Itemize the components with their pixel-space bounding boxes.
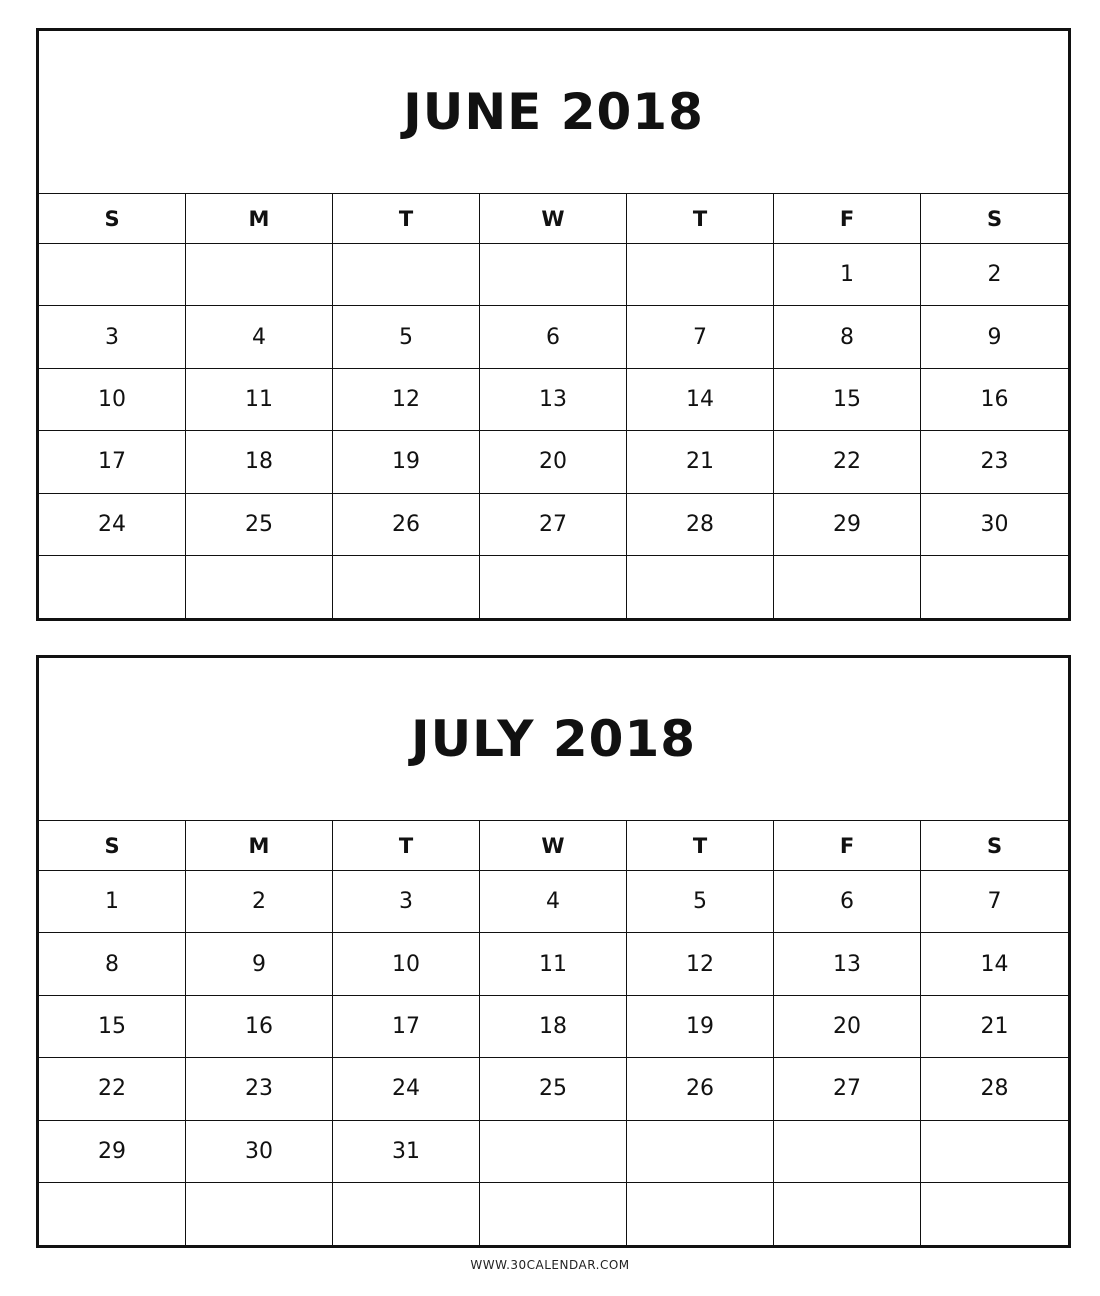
- day-cell: 15: [39, 996, 186, 1058]
- day-cell: 1: [774, 244, 921, 306]
- day-cell: 20: [480, 431, 627, 493]
- day-cell: 7: [627, 306, 774, 368]
- day-cell: 2: [921, 244, 1068, 306]
- day-cell: [774, 556, 921, 618]
- day-cell: 17: [333, 996, 480, 1058]
- day-cell: [39, 244, 186, 306]
- day-cell: 26: [627, 1058, 774, 1120]
- day-cell: 12: [627, 933, 774, 995]
- day-cell: 16: [186, 996, 333, 1058]
- day-cell: 26: [333, 494, 480, 556]
- day-cell: [480, 556, 627, 618]
- day-cell: 24: [39, 494, 186, 556]
- day-cell: 2: [186, 871, 333, 933]
- day-cell: 4: [186, 306, 333, 368]
- day-cell: [480, 1183, 627, 1245]
- day-cell: 19: [333, 431, 480, 493]
- day-cell: 17: [39, 431, 186, 493]
- day-cell: [921, 1183, 1068, 1245]
- day-cell: 27: [480, 494, 627, 556]
- day-cell: 3: [333, 871, 480, 933]
- day-cell: 13: [774, 933, 921, 995]
- month-title: JUNE 2018: [39, 31, 1068, 194]
- month-title: JULY 2018: [39, 658, 1068, 821]
- day-cell: 13: [480, 369, 627, 431]
- day-cell: 11: [480, 933, 627, 995]
- day-cell: 22: [774, 431, 921, 493]
- day-cell: [774, 1183, 921, 1245]
- day-cell: 14: [627, 369, 774, 431]
- day-cell: 3: [39, 306, 186, 368]
- day-cell: [333, 556, 480, 618]
- day-cell: 6: [774, 871, 921, 933]
- day-cell: [333, 1183, 480, 1245]
- day-cell: [186, 556, 333, 618]
- day-cell: 10: [39, 369, 186, 431]
- day-cell: 23: [186, 1058, 333, 1120]
- weekday-label: T: [627, 194, 774, 244]
- day-cell: [627, 1183, 774, 1245]
- day-cell: 28: [627, 494, 774, 556]
- weekday-header-row: [39, 194, 1068, 244]
- day-cell: 16: [921, 369, 1068, 431]
- day-cell: [627, 556, 774, 618]
- day-cell: 8: [39, 933, 186, 995]
- day-cell: [921, 1121, 1068, 1183]
- day-cell: 9: [186, 933, 333, 995]
- footer-website-text: WWW.30CALENDAR.COM: [470, 1258, 630, 1272]
- day-cell: 9: [921, 306, 1068, 368]
- day-cell: 25: [480, 1058, 627, 1120]
- weekday-label: M: [186, 194, 333, 244]
- day-cell: 24: [333, 1058, 480, 1120]
- day-cell: 12: [333, 369, 480, 431]
- day-cell: 7: [921, 871, 1068, 933]
- day-cell: 21: [921, 996, 1068, 1058]
- day-cell: [480, 244, 627, 306]
- days-grid: [39, 244, 1068, 618]
- weekday-header-row: [39, 821, 1068, 871]
- weekday-label: F: [774, 821, 921, 871]
- day-cell: [921, 556, 1068, 618]
- day-cell: 22: [39, 1058, 186, 1120]
- day-cell: 21: [627, 431, 774, 493]
- day-cell: 20: [774, 996, 921, 1058]
- weekday-label: W: [480, 194, 627, 244]
- day-cell: 8: [774, 306, 921, 368]
- calendar-june: [36, 28, 1071, 621]
- day-cell: [39, 1183, 186, 1245]
- day-cell: [39, 556, 186, 618]
- day-cell: [333, 244, 480, 306]
- day-cell: 31: [333, 1121, 480, 1183]
- day-cell: 18: [186, 431, 333, 493]
- day-cell: 6: [480, 306, 627, 368]
- day-cell: 4: [480, 871, 627, 933]
- day-cell: 5: [333, 306, 480, 368]
- weekday-label: T: [333, 821, 480, 871]
- day-cell: 11: [186, 369, 333, 431]
- day-cell: 29: [39, 1121, 186, 1183]
- day-cell: [186, 244, 333, 306]
- day-cell: 5: [627, 871, 774, 933]
- day-cell: 30: [186, 1121, 333, 1183]
- day-cell: 14: [921, 933, 1068, 995]
- day-cell: 28: [921, 1058, 1068, 1120]
- day-cell: 29: [774, 494, 921, 556]
- weekday-label: S: [921, 194, 1068, 244]
- day-cell: 10: [333, 933, 480, 995]
- weekday-label: T: [333, 194, 480, 244]
- day-cell: 18: [480, 996, 627, 1058]
- day-cell: 19: [627, 996, 774, 1058]
- weekday-label: S: [39, 821, 186, 871]
- weekday-label: S: [39, 194, 186, 244]
- day-cell: [627, 1121, 774, 1183]
- weekday-label: F: [774, 194, 921, 244]
- day-cell: [627, 244, 774, 306]
- day-cell: 23: [921, 431, 1068, 493]
- day-cell: [186, 1183, 333, 1245]
- weekday-label: W: [480, 821, 627, 871]
- day-cell: 30: [921, 494, 1068, 556]
- weekday-label: M: [186, 821, 333, 871]
- weekday-label: T: [627, 821, 774, 871]
- day-cell: 1: [39, 871, 186, 933]
- day-cell: [774, 1121, 921, 1183]
- day-cell: 25: [186, 494, 333, 556]
- day-cell: 15: [774, 369, 921, 431]
- weekday-label: S: [921, 821, 1068, 871]
- day-cell: [480, 1121, 627, 1183]
- day-cell: 27: [774, 1058, 921, 1120]
- days-grid: [39, 871, 1068, 1245]
- calendar-july: [36, 655, 1071, 1248]
